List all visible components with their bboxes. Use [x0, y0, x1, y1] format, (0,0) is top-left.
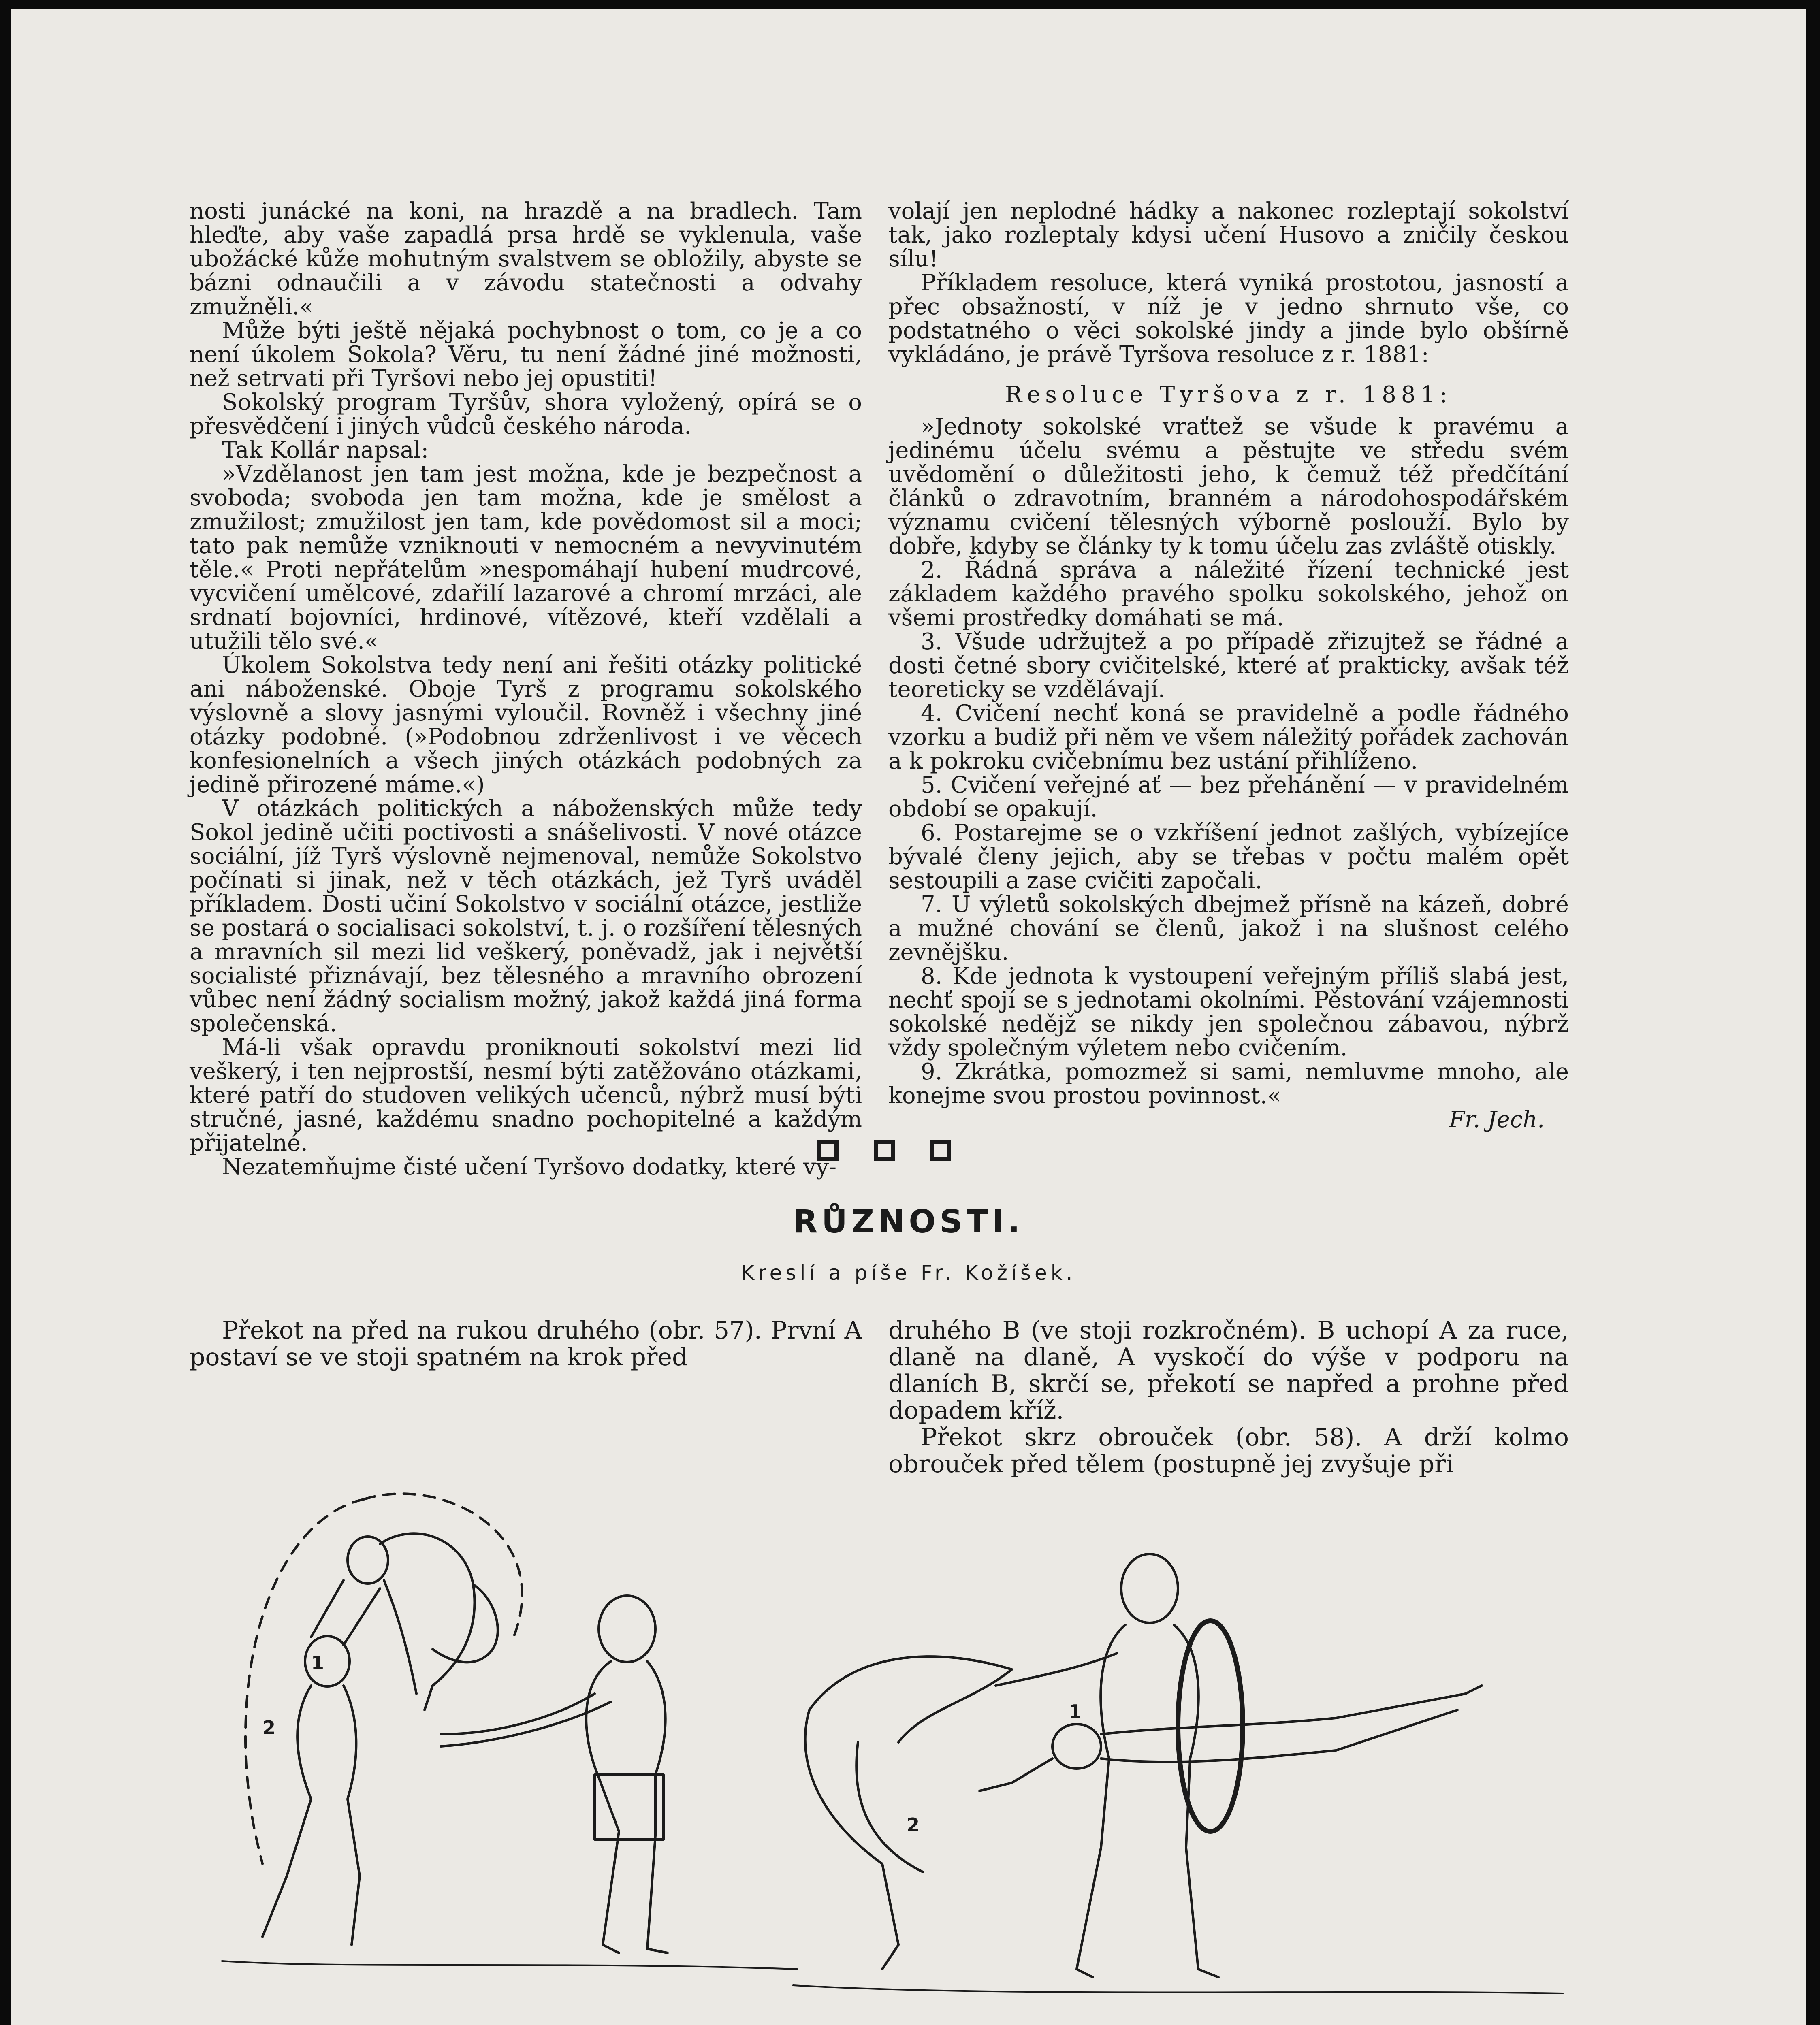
byline: Kreslí a píše Fr. Kožíšek.	[741, 1261, 1076, 1285]
resolution-heading: Resoluce Tyršova z r. 1881:	[1005, 382, 1452, 408]
head-shape	[1052, 1724, 1101, 1769]
paragraph: Příkladem resoluce, která vyniká prostotou, jasností a přec obsažností, v níž je v jedno shrnuto vše, co podstatného o věci sokolské jindy a jinde bylo obšírně vykládáno, je právě Tyršova resoluce z r. 1881:	[888, 270, 1569, 368]
paragraph: Překot skrz obrouček (obr. 58). A drží kolmo obrouček před tělem (postupně jej zvyšuje při	[888, 1423, 1569, 1478]
paragraph: Má-li však opravdu proniknouti sokolství mezi lid veškerý, i ten nejprostší, nesmí býti zatěžováno otázkami, které patří do studoven velikých učenců, nýbrž musí býti stručné, jasné, každému snadno pochopitelné a každým přijatelné.	[190, 1034, 862, 1156]
resolution-item: 7. U výletů sokolských dbejmež přísně na kázeň, dobré a mužné chování se členů, jakož i na slušnost celého zevnějšku.	[888, 891, 1569, 966]
page-sheet	[11, 9, 1806, 2025]
head-shape	[1121, 1554, 1178, 1623]
figure-label-1: 1	[1069, 1701, 1082, 1722]
paragraph: Může býti ještě nějaká pochybnost o tom, co je a co není úkolem Sokola? Věru, tu není žádné jiné možnosti, než setrvati při Tyršovi nebo jej opustiti!	[190, 318, 862, 392]
paragraph: Nezatemňujme čisté učení Tyršovo dodatky, které vy-	[222, 1154, 837, 1180]
resolution-item: 4. Cvičení nechť koná se pravidelně a podle řádného vzorku a budiž při něm ve všem náležitý pořádek zachován a k pokroku cvičebnímu bez ustání přihlíženo.	[888, 700, 1569, 774]
resolution-item: »Jednoty sokolské vraťtež se všude k pravému a jedinému účelu svému a pěstujte ve středu svém uvědomění o důležitosti jeho, k čemuž též předčítání článků o zdravotním, branném a národohospodářském významu cvičení tělesných výborně poslouží. Bylo by dobře, kdyby se články ty k tomu účelu zas zvláště otiskly.	[888, 414, 1569, 559]
paragraph: V otázkách politických a náboženských může tedy Sokol jedině učiti poctivosti a snášelivosti. V nové otázce sociální, jíž Tyrš výslovně nejmenoval, nemůže Sokolstvo počínati si jinak, než v těch otázkách, jež Tyrš uváděl příkladem. Dosti učiní Sokolstvo v sociální otázce, jestliže se postará o socialisaci sokolství, t. j. o rozšíření tělesných a mravních sil mezi lid veškerý, poněvadž, jak i největší socialisté přiznávají, bez tělesného a mravního obrození vůbec není žádný socialism možný, jakož každá jiná forma společenská.	[190, 795, 862, 1037]
resolution-item: 3. Všude udržujtež a po případě zřizujtež se řádné a dosti četné sbory cvičitelské, které ať prakticky, avšak též teoreticky se vzdělávají.	[888, 629, 1569, 703]
resolution-item: 5. Cvičení veřejné ať — bez přehánění — v pravidelném období se opakují.	[888, 772, 1569, 822]
figure-58-illustration	[769, 1499, 1587, 2025]
paragraph: Tak Kollár napsal:	[222, 437, 429, 463]
right-text-column	[888, 199, 1569, 1132]
resolution-item: 8. Kde jednota k vystoupení veřejným příliš slabá jest, nechť spojí se s jednotami okolními. Pěstování vzájemnosti sokolské nedějž se nikdy jen společnou zábavou, nýbrž vždy společným výletem nebo cvičením.	[888, 963, 1569, 1061]
signature: Fr. Jech.	[1449, 1106, 1545, 1133]
divider-square	[930, 1140, 951, 1161]
paragraph: nosti junácké na koni, na hrazdě a na bradlech. Tam hleďte, aby vaše zapadlá prsa hrdě se vyklenula, vaše ubožácké kůže mohutným svalstvem se obložily, abyste se bázni odnaučili a v závodu statečnosti a odvahy zmužněli.«	[190, 198, 862, 320]
head-shape	[599, 1596, 655, 1662]
paragraph: Sokolský program Tyršův, shora vyložený, opírá se o přesvědčení i jiných vůdců českého národa.	[190, 389, 862, 439]
arm-shape	[311, 1580, 344, 1637]
resolution-item: 2. Řádná správa a náležité řízení technické jest základem každého pravého spolku sokolského, jehož on všemi prostředky domáhati se má.	[888, 557, 1569, 631]
arm-shape	[384, 1580, 416, 1694]
exercise-text-left	[190, 1317, 862, 1371]
figure-label-1: 1	[311, 1652, 324, 1674]
figure-label-2: 2	[907, 1814, 920, 1836]
left-text-column	[190, 199, 862, 1179]
paragraph: druhého B (ve stoji rozkročném). B uchopí A za ruce, dlaně na dlaně, A vyskočí do výše v podporu na dlaních B, skrčí se, překotí se napřed a prohne před dopadem kříž.	[888, 1316, 1569, 1425]
divider-square	[874, 1140, 895, 1161]
exercise-text-right	[888, 1317, 1569, 1477]
section-title: RŮZNOSTI.	[793, 1204, 1024, 1240]
trajectory-line	[245, 1499, 364, 1864]
figure-label-2: 2	[262, 1717, 276, 1739]
divider-square	[817, 1140, 839, 1161]
section-divider	[817, 1140, 951, 1164]
arm-shape	[441, 1694, 595, 1734]
paragraph: volají jen neplodné hádky a nakonec rozleptají sokolství tak, jako rozleptaly kdysi učení Husovo a zničily českou sílu!	[888, 198, 1569, 272]
quotation: »Vzdělanost jen tam jest možna, kde je bezpečnost a svoboda; svoboda jen tam možna, kde je smělost a zmužilost; zmužilost jen tam, kde povědomost sil a moci; tato pak nemůže vzniknouti v nemocném a nevyvinutém těle.« Proti nepřátelům »nespomáhají hubení mudrcové, vycvičení umělcové, zdařilí lazarové a chromí mrzáci, ale srdnatí bojovníci, hrdinové, vítězové, kteří vzdělali a utužili tělo své.«	[190, 461, 862, 654]
resolution-item: 6. Postarejme se o vzkříšení jednot zašlých, vybízejíce bývalé členy jejich, aby se třebas v počtu malém opět sestoupili a zase cvičiti započali.	[888, 820, 1569, 894]
arm-shape	[996, 1653, 1117, 1686]
resolution-item: 9. Zkrátka, pomozmež si sami, nemluvme mnoho, ale konejme svou prostou povinnost.«	[888, 1059, 1569, 1109]
arm-shape	[979, 1759, 1052, 1791]
paragraph: Úkolem Sokolstva tedy není ani řešiti otázky politické ani náboženské. Oboje Tyrš z programu sokolského výslovně a slovy jasnými vyloučil. Rovněž i všechny jiné otázky podobné. (»Podobnou zdrženlivost i ve věcech konfesionelních a všech jiných otázkách podobných za jedině přirozené máme.«)	[190, 652, 862, 798]
paragraph: Překot na před na rukou druhého (obr. 57). První A postaví se ve stoji spatném na krok před	[190, 1316, 862, 1371]
